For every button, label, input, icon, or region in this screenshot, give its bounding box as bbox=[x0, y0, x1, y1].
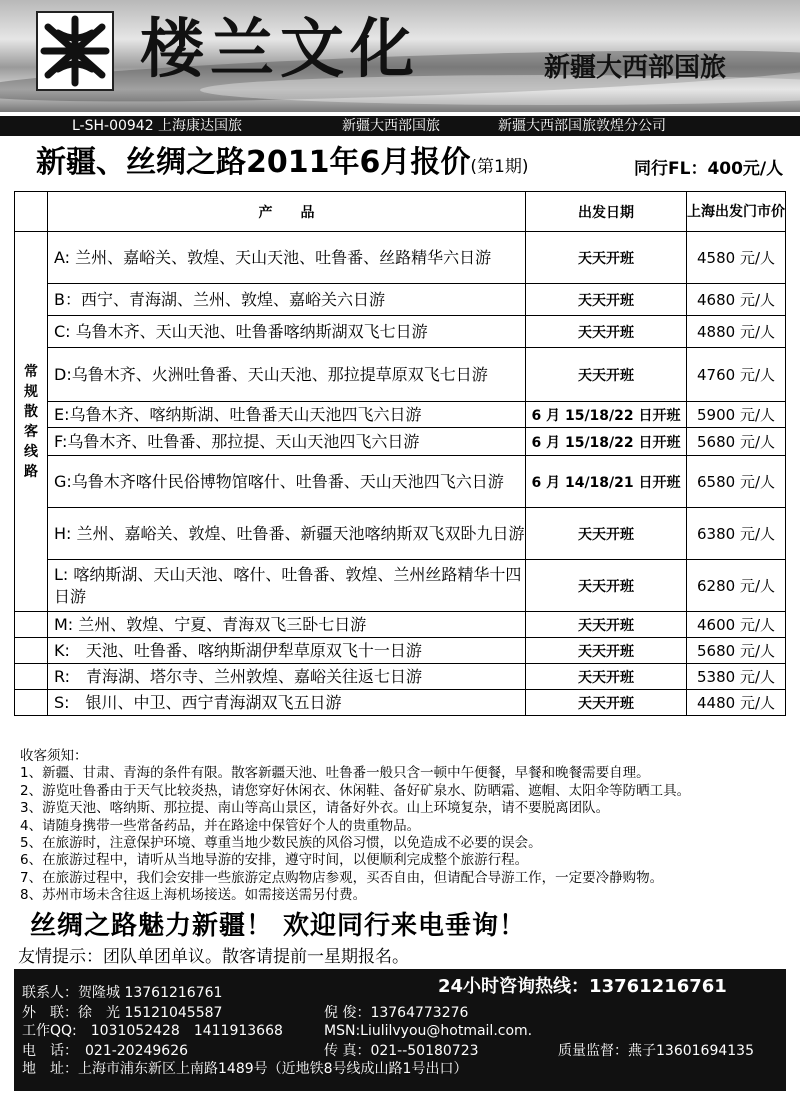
brand-subtitle: 新疆大西部国旅 bbox=[544, 53, 727, 83]
price-cell: 5900 元/人 bbox=[687, 402, 786, 428]
notice-item: 6、在旅游过程中，请听从当地导游的安排，遵守时间，以便顺利完成整个旅游行程。 bbox=[20, 852, 529, 869]
license-item: 新疆大西部国旅敦煌分公司 bbox=[498, 118, 666, 134]
date-cell: 天天开班 bbox=[526, 664, 687, 690]
issue-number: (第1期) bbox=[470, 157, 529, 177]
price-cell: 6580 元/人 bbox=[687, 456, 786, 508]
friendly-tip: 友情提示：团队单团单议。散客请提前一星期报名。 bbox=[18, 947, 409, 967]
table-row bbox=[15, 638, 786, 664]
date-cell: 6 月 15/18/22 日开班 bbox=[526, 428, 687, 456]
peer-fl-price: 同行FL：400元/人 bbox=[634, 159, 784, 179]
price-cell: 6380 元/人 bbox=[687, 508, 786, 560]
date-cell: 6 月 14/18/21 日开班 bbox=[526, 456, 687, 508]
table-row bbox=[15, 690, 786, 716]
slogan: 丝绸之路魅力新疆！ 欢迎同行来电垂询！ bbox=[30, 911, 527, 941]
customer-notice bbox=[20, 748, 790, 905]
product-cell: K: 天池、吐鲁番、喀纳斯湖伊犁草原双飞十一日游 bbox=[48, 638, 526, 664]
category-label: 常 规 散 客 线 路 bbox=[15, 232, 48, 612]
contact-ni-jun: 倪 俊：13764773276 bbox=[324, 1005, 469, 1021]
price-cell: 5380 元/人 bbox=[687, 664, 786, 690]
table-row bbox=[15, 508, 786, 560]
product-cell: E:乌鲁木齐、喀纳斯湖、吐鲁番天山天池四飞六日游 bbox=[48, 402, 526, 428]
product-cell: A: 兰州、嘉峪关、敦煌、天山天池、吐鲁番、丝路精华六日游 bbox=[48, 232, 526, 284]
product-cell: F:乌鲁木齐、吐鲁番、那拉提、天山天池四飞六日游 bbox=[48, 428, 526, 456]
date-cell: 天天开班 bbox=[526, 316, 687, 348]
notice-item: 8、苏州市场未含往返上海机场接送。如需接送需另付费。 bbox=[20, 887, 367, 904]
brand-title: 楼兰文化 bbox=[140, 12, 420, 87]
table-row bbox=[15, 428, 786, 456]
date-cell: 天天开班 bbox=[526, 690, 687, 716]
hotline: 24小时咨询热线：13761216761 bbox=[438, 976, 727, 997]
notice-item: 1、新疆、甘肃、青海的条件有限。散客新疆天池、吐鲁番一般只含一顿中午便餐，早餐和晚餐需要自理。 bbox=[20, 765, 650, 782]
title-main: 新疆、丝绸之路2011年6月报价 bbox=[36, 145, 471, 180]
price-cell: 4480 元/人 bbox=[687, 690, 786, 716]
license-item: L-SH-00942 上海康达国旅 bbox=[72, 118, 243, 134]
notice-item: 4、请随身携带一些常备药品，并在路途中保管好个人的贵重物品。 bbox=[20, 817, 421, 834]
date-cell: 天天开班 bbox=[526, 508, 687, 560]
contact-panel bbox=[14, 969, 786, 1091]
page-title bbox=[36, 141, 528, 189]
notice-heading: 收客须知： bbox=[20, 748, 88, 764]
price-cell: 4680 元/人 bbox=[687, 284, 786, 316]
table-row bbox=[15, 402, 786, 428]
address: 地 址：上海市浦东新区上南路1489号（近地铁8号线成山路1号出口） bbox=[22, 1061, 468, 1077]
table-row bbox=[15, 316, 786, 348]
date-cell: 天天开班 bbox=[526, 348, 687, 402]
table-row bbox=[15, 456, 786, 508]
knot-logo-icon bbox=[36, 11, 114, 91]
license-strip bbox=[0, 116, 800, 136]
table-row bbox=[15, 348, 786, 402]
table-row bbox=[15, 560, 786, 612]
table-row bbox=[15, 664, 786, 690]
header-banner bbox=[0, 0, 800, 112]
work-qq: 工作QQ: 1031052428 1411913668 bbox=[22, 1023, 283, 1039]
header-date: 出发日期 bbox=[526, 192, 687, 232]
notice-item: 5、在旅游时，注意保护环境、尊重当地少数民族的风俗习惯，以免造成不必要的误会。 bbox=[20, 835, 542, 852]
quality-supervision: 质量监督：燕子13601694135 bbox=[558, 1043, 754, 1059]
date-cell: 天天开班 bbox=[526, 284, 687, 316]
product-cell: H: 兰州、嘉峪关、敦煌、吐鲁番、新疆天池喀纳斯双飞双卧九日游 bbox=[48, 508, 526, 560]
product-cell: C: 乌鲁木齐、天山天池、吐鲁番喀纳斯湖双飞七日游 bbox=[48, 316, 526, 348]
price-cell: 4760 元/人 bbox=[687, 348, 786, 402]
table-row bbox=[15, 284, 786, 316]
contact-person: 联系人：贺隆城 13761216761 bbox=[22, 985, 223, 1001]
outside-contact: 外 联：徐 光 15121045587 bbox=[22, 1005, 223, 1021]
date-cell: 天天开班 bbox=[526, 232, 687, 284]
table-header-row bbox=[15, 192, 786, 232]
price-cell: 5680 元/人 bbox=[687, 638, 786, 664]
notice-item: 7、在旅游过程中，我们会安排一些旅游定点购物店参观，买否自由，但请配合导游工作，一定要冷静购物。 bbox=[20, 869, 664, 886]
table-row bbox=[15, 612, 786, 638]
fax: 传 真：021--50180723 bbox=[324, 1043, 479, 1059]
price-cell: 4880 元/人 bbox=[687, 316, 786, 348]
table-row bbox=[15, 232, 786, 284]
date-cell: 6 月 15/18/22 日开班 bbox=[526, 402, 687, 428]
price-table bbox=[14, 191, 786, 716]
phone: 电 话： 021-20249626 bbox=[22, 1043, 189, 1059]
product-cell: B：西宁、青海湖、兰州、敦煌、嘉峪关六日游 bbox=[48, 284, 526, 316]
date-cell: 天天开班 bbox=[526, 560, 687, 612]
product-cell: G:乌鲁木齐喀什民俗博物馆喀什、吐鲁番、天山天池四飞六日游 bbox=[48, 456, 526, 508]
notice-item: 2、游览吐鲁番由于天气比较炎热，请您穿好休闲衣、休闲鞋、备好矿泉水、防晒霜、遮帽、太阳伞等防晒工具。 bbox=[20, 782, 691, 799]
price-cell: 5680 元/人 bbox=[687, 428, 786, 456]
product-cell: M: 兰州、敦煌、宁夏、青海双飞三卧七日游 bbox=[48, 612, 526, 638]
header-price: 上海出发门市价 bbox=[687, 192, 786, 232]
product-cell: R: 青海湖、塔尔寺、兰州敦煌、嘉峪关往返七日游 bbox=[48, 664, 526, 690]
product-cell: L: 喀纳斯湖、天山天池、喀什、吐鲁番、敦煌、兰州丝路精华十四日游 bbox=[48, 560, 526, 612]
msn: MSN:Liulilvyou@hotmail.com. bbox=[324, 1023, 533, 1039]
header-product: 产 品 bbox=[48, 192, 526, 232]
price-cell: 4580 元/人 bbox=[687, 232, 786, 284]
product-cell: D:乌鲁木齐、火洲吐鲁番、天山天池、那拉提草原双飞七日游 bbox=[48, 348, 526, 402]
product-cell: S: 银川、中卫、西宁青海湖双飞五日游 bbox=[48, 690, 526, 716]
date-cell: 天天开班 bbox=[526, 612, 687, 638]
notice-item: 3、游览天池、喀纳斯、那拉提、南山等高山景区，请备好外衣。山上环境复杂，请不要脱离团队。 bbox=[20, 800, 610, 817]
license-item: 新疆大西部国旅 bbox=[342, 118, 440, 134]
price-cell: 4600 元/人 bbox=[687, 612, 786, 638]
price-cell: 6280 元/人 bbox=[687, 560, 786, 612]
date-cell: 天天开班 bbox=[526, 638, 687, 664]
